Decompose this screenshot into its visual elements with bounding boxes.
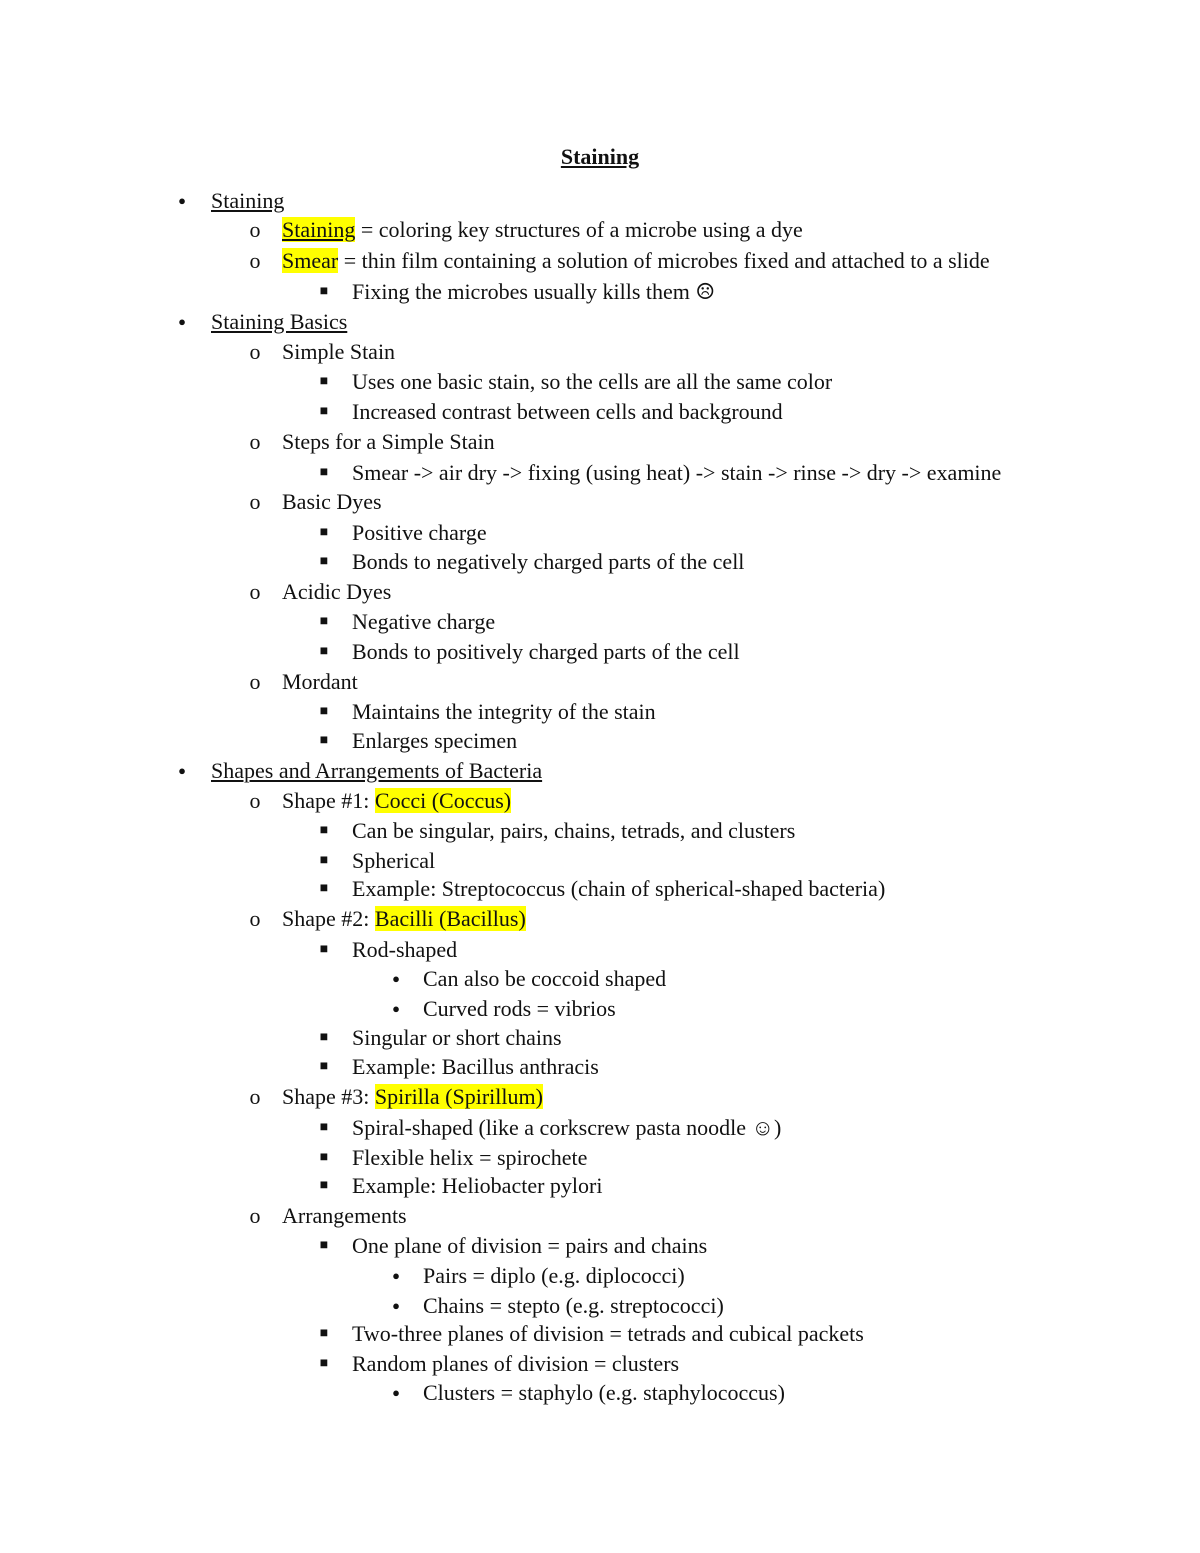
bullet-icon: ■ <box>319 1326 329 1341</box>
bullet-icon: ● <box>178 193 186 208</box>
bullet-icon: ■ <box>319 733 329 748</box>
bullet-icon: o <box>249 339 261 364</box>
bullet-icon: ● <box>392 971 400 986</box>
item-text: Negative charge <box>352 609 496 634</box>
bullet-icon: ■ <box>319 374 329 389</box>
item-prefix: Shape #2: <box>282 906 375 931</box>
bullet-icon: ■ <box>319 1059 329 1074</box>
bullet-icon: ● <box>178 763 186 778</box>
bullet-icon: ■ <box>319 525 329 540</box>
bullet-icon: ● <box>392 1268 400 1283</box>
item-text: Spiral-shaped (like a corkscrew pasta noodle ☺) <box>352 1115 782 1140</box>
item-text: Steps for a Simple Stain <box>282 429 495 454</box>
bullet-icon: ■ <box>319 853 329 868</box>
bullet-icon: o <box>249 489 261 514</box>
bullet-icon: ■ <box>319 823 329 838</box>
item-text: Example: Streptococcus (chain of spherical-shaped bacteria) <box>352 876 886 901</box>
bullet-icon: o <box>249 906 261 931</box>
bullet-icon: ■ <box>319 942 329 957</box>
definition: = thin film containing a solution of microbes fixed and attached to a slide <box>338 248 990 273</box>
item-text: Can also be coccoid shaped <box>423 966 667 991</box>
item-text: Curved rods = vibrios <box>423 996 616 1021</box>
bullet-icon: ■ <box>319 554 329 569</box>
item-prefix: Shape #3: <box>282 1084 375 1109</box>
bullet-icon: ● <box>178 314 186 329</box>
item-text: Two-three planes of division = tetrads and cubical packets <box>352 1321 864 1346</box>
bullet-icon: ● <box>392 1385 400 1400</box>
bullet-icon: ● <box>392 1298 400 1313</box>
item-text: Positive charge <box>352 520 487 545</box>
definition: = coloring key structures of a microbe using a dye <box>355 217 803 242</box>
bullet-icon: ■ <box>319 1356 329 1371</box>
bullet-icon: o <box>249 669 261 694</box>
item-text: Smear -> air dry -> fixing (using heat) -> stain -> rinse -> dry -> examine <box>352 460 1002 485</box>
item-text: Pairs = diplo (e.g. diplococci) <box>423 1263 685 1288</box>
item-text: Fixing the microbes usually kills them ☹ <box>352 279 716 304</box>
section-heading: Staining Basics <box>211 309 348 334</box>
item-text: Arrangements <box>282 1203 407 1228</box>
bullet-icon: ■ <box>319 1238 329 1253</box>
bullet-icon: ■ <box>319 1030 329 1045</box>
item-text: Bonds to negatively charged parts of the cell <box>352 549 745 574</box>
bullet-icon: ● <box>392 1001 400 1016</box>
bullet-icon: o <box>249 1084 261 1109</box>
item-text: Uses one basic stain, so the cells are all the same color <box>352 369 833 394</box>
item-prefix: Shape #1: <box>282 788 375 813</box>
item-text: Simple Stain <box>282 339 396 364</box>
bullet-icon: o <box>249 788 261 813</box>
item-text: Example: Bacillus anthracis <box>352 1054 599 1079</box>
bullet-icon: o <box>249 429 261 454</box>
highlighted-term: Cocci (Coccus) <box>374 788 512 813</box>
highlighted-term: Smear <box>282 248 339 273</box>
bullet-icon: ■ <box>319 704 329 719</box>
item-text: Acidic Dyes <box>282 579 392 604</box>
bullet-icon: ■ <box>319 1120 329 1135</box>
item-text: Can be singular, pairs, chains, tetrads, and clusters <box>352 818 796 843</box>
item-text: Basic Dyes <box>282 489 382 514</box>
item-text: Increased contrast between cells and background <box>352 399 783 424</box>
bullet-icon: o <box>249 248 261 273</box>
bullet-icon: ■ <box>319 881 329 896</box>
item-text: One plane of division = pairs and chains <box>352 1233 708 1258</box>
bullet-icon: ■ <box>319 1150 329 1165</box>
item-text: Clusters = staphylo (e.g. staphylococcus) <box>423 1380 785 1405</box>
item-text: Chains = stepto (e.g. streptococci) <box>423 1293 724 1318</box>
item-text: Random planes of division = clusters <box>352 1351 680 1376</box>
highlighted-term: Spirilla (Spirillum) <box>374 1084 543 1109</box>
item-text: Maintains the integrity of the stain <box>352 699 656 724</box>
item-text: Flexible helix = spirochete <box>352 1145 588 1170</box>
item-text: Bonds to positively charged parts of the cell <box>352 639 740 664</box>
highlighted-term: Bacilli (Bacillus) <box>374 906 526 931</box>
item-text: Enlarges specimen <box>352 728 518 753</box>
item-text: Spherical <box>352 848 436 873</box>
bullet-icon: o <box>249 579 261 604</box>
bullet-icon: ■ <box>319 284 329 299</box>
item-text: Mordant <box>282 669 358 694</box>
section-heading: Shapes and Arrangements of Bacteria <box>211 758 543 783</box>
bullet-icon: ■ <box>319 404 329 419</box>
section-heading: Staining <box>211 188 285 213</box>
bullet-icon: ■ <box>319 1178 329 1193</box>
bullet-icon: o <box>249 217 261 242</box>
bullet-icon: ■ <box>319 614 329 629</box>
item-text: Example: Heliobacter pylori <box>352 1173 603 1198</box>
bullet-icon: ■ <box>319 644 329 659</box>
item-text: Singular or short chains <box>352 1025 562 1050</box>
page-title: Staining <box>560 144 640 169</box>
item-text: Rod-shaped <box>352 937 458 962</box>
bullet-icon: ■ <box>319 465 329 480</box>
highlighted-term: Staining <box>282 217 356 242</box>
bullet-icon: o <box>249 1203 261 1228</box>
